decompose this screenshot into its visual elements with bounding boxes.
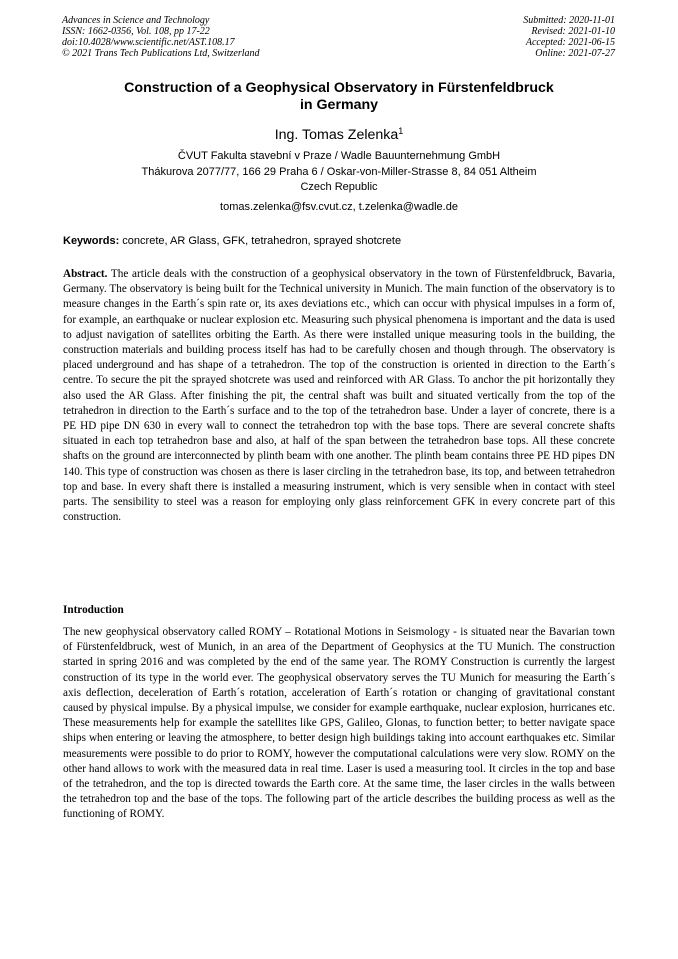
abstract-label: Abstract. [63, 268, 108, 280]
author-name: Ing. Tomas Zelenka [274, 127, 399, 143]
accepted-date: Accepted: 2021-06-15 [525, 37, 615, 48]
author-footnote-mark: 1 [398, 126, 404, 136]
journal-issn: ISSN: 1662-0356, Vol. 108, pp 17-22 [62, 26, 210, 37]
affiliation [60, 149, 618, 196]
revised-date: Revised: 2021-01-10 [531, 26, 615, 37]
paper-title [60, 80, 618, 114]
paper-title-line-1: Construction of a Geophysical Observatory in Fürstenfeldbruck [124, 80, 554, 96]
keywords-text: concrete, AR Glass, GFK, tetrahedron, sprayed shotcrete [119, 235, 402, 247]
keywords-label: Keywords: [63, 235, 120, 247]
online-date: Online: 2021-07-27 [535, 48, 615, 59]
affiliation-institution: ČVUT Fakulta stavební v Praze / Wadle Bauunternehmung GmbH [177, 150, 501, 162]
keywords [63, 234, 619, 249]
abstract-text: The article deals with the construction of a geophysical observatory in the town of Fürstenfeldbruck, Bavaria, Germany. The observatory is being built for the Technical university in Munich. The main function of the observatory is to measure changes in the Earth´s spin rate or, its axes deviations etc., which can occur with physical impulses in a form of, for example, an earthquake or nuclear explosion etc. Measuring such physical phenomena is important and the data is used to adjust navigation of satellites orbiting the Earth. As there were installed unique measuring tools in the building, the construction materials and building process itself has had to be carefully chosen and though through. The observatory is placed underground and has shape of a tetrahedron. The top of the construction is oriented in direction to the Earth´s centre. To secure the pit the sprayed shotcrete was used and reinforced with AR Glass. To anchor the pit horizontally they also used the AR Glass. After finishing the pit, the central shaft was built and situated vertically from the top of the tetrahedron in direction to the Earth´s surface and to the top of the tetrahedron base. Under a layer of concrete, there is a PE HD pipe DN 630 in every wall to connect the tetrahedron top with the base tops. There are several concrete shafts situated in each top tetrahedron base and also, at half of the span between the tetrahedron base tops. All these concrete shafts on the ground are interconnected by plinth beam with one another. The plinth beam contains three PE HD pipes DN 140. This type of construction was chosen as there is laser circling in the tetrahedron base, its top, and between tetrahedron top and base. In every shaft there is installed a measuring instrument, which is very sensible when in contact with steel parts. The sensibility to steel was a reason for employing only glass reinforcement GFK in every concrete part of this construction. [63, 268, 615, 524]
journal-doi: doi:10.4028/www.scientific.net/AST.108.17 [62, 37, 235, 48]
journal-copyright: © 2021 Trans Tech Publications Ltd, Switzerland [62, 48, 260, 59]
submission-dates [523, 15, 615, 59]
submitted-date: Submitted: 2020-11-01 [523, 15, 615, 26]
affiliation-country: Czech Republic [300, 181, 378, 193]
abstract [63, 267, 615, 525]
author [60, 123, 618, 144]
journal-name: Advances in Science and Technology [62, 15, 210, 26]
introduction-heading: Introduction [63, 604, 124, 616]
journal-header [62, 15, 260, 59]
paper-title-line-2: in Germany [299, 97, 379, 113]
affiliation-address: Thákurova 2077/77, 166 29 Praha 6 / Oskar-von-Miller-Strasse 8, 84 051 Altheim [141, 165, 537, 178]
introduction-text: The new geophysical observatory called ROMY – Rotational Motions in Seismology - is situated near the Bavarian town of Fürstenfeldbruck, west of Munich, in an area of the Department of Geophysics at the TU Munich. The construction started in spring 2016 and was completed by the end of the same year. The ROMY Construction is currently the largest construction of its type in the world ever. The geophysical observatory serves the TU Munich for measuring the Earth´s axis deflection, deceleration of Earth´s rotation, acceleration of Earth´s rotation or changing of gravitational constant caused by physical impulse. By a physical impulse, we consider for example earthquake, nuclear explosion, hurricanes etc. These measurements help for example the satellites like GPS, Galileo, Glonas, to function better; to better navigate space ships when entering or leaving the atmosphere, to better design high buildings taking into account earthquakes etc. Similar measurements were possible to do prior to ROMY, however the computational calculations were very slow. ROMY on the other hand allows to work with the measured data in real time. Laser is used a measuring tool. It circles in the top and base of the tetrahedron, and the top is directed towards the Earth core. At the same time, the laser circles in the walls between the tetrahedron top and the base of the tops. The following part of the article describes the building process as well as the functioning of ROMY. [63, 626, 615, 821]
author-email: tomas.zelenka@fsv.cvut.cz, t.zelenka@wadle.de [220, 201, 458, 213]
